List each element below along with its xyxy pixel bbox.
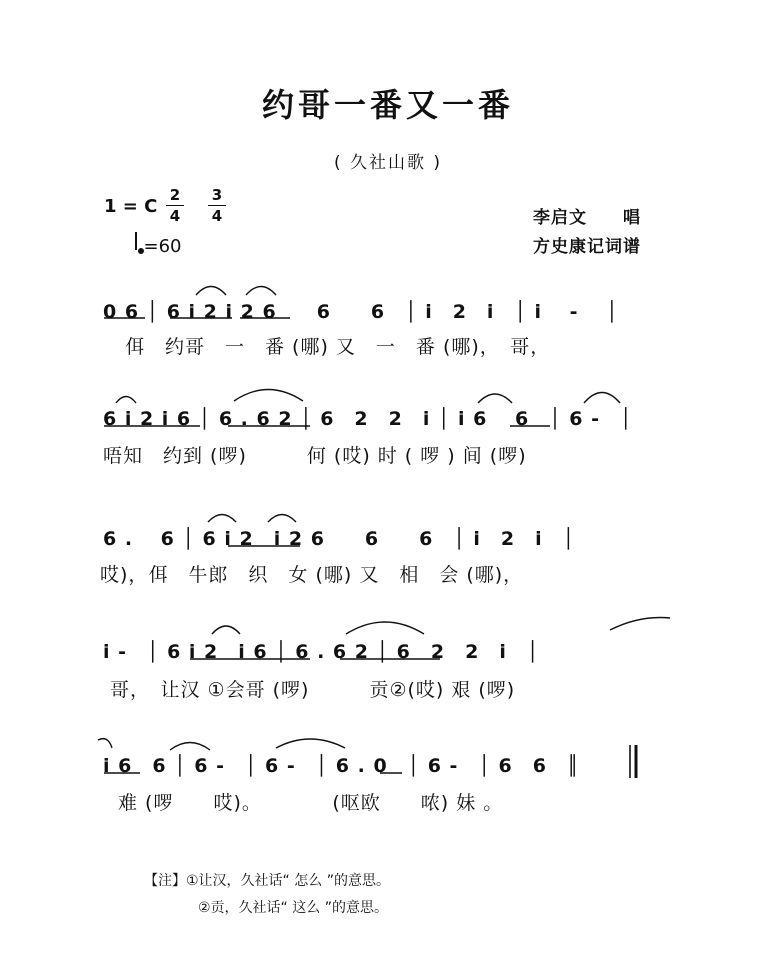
score-line-2-lyrics: 唔知 约到 (啰) 何 (哎) 时 ( 啰 ) 间 (啰) [103, 445, 527, 467]
slur-arc [610, 618, 670, 631]
slur-arc [212, 626, 240, 634]
tempo-marking: =60 [136, 234, 182, 257]
recorder-credit: 方史康记词谱 [533, 237, 641, 257]
slur-arc [268, 515, 296, 523]
footnote-2: ②贡，久社话“ 这么 ”的意思。 [198, 900, 388, 916]
subtitle: ( 久社山歌 ) [333, 153, 443, 173]
slur-arc [276, 739, 345, 748]
score-line-1-notes: 0 6 │ 6 i 2 i 2 6 6 6 │ i 2 i │ i - │ [103, 301, 619, 323]
score-line-3-lyrics: 哎)，佴 牛郎 织 女 (哪) 又 相 会 (哪)， [100, 564, 524, 586]
time-signature-2-4: 2 4 [166, 186, 184, 225]
slur-arc [208, 515, 236, 523]
slur-arc [98, 739, 112, 748]
time-signature-3-4: 3 4 [208, 186, 226, 225]
footnote-1: 【注】①让汉，久社话“ 怎么 ”的意思。 [144, 873, 390, 889]
slur-arc [584, 393, 620, 404]
slur-arc [116, 397, 136, 404]
score-line-4-notes: i - │ 6 i 2 i 6 │ 6 . 6 2 │ 6 2 2 i │ [103, 641, 540, 663]
slur-arc [246, 287, 276, 296]
score-line-2-notes: 6 i 2 i 6 │ 6 . 6 2 │ 6 2 2 i │ i 6 6 │ 6 - │ [103, 408, 633, 430]
score-line-4-lyrics: 哥， 让汉 ①会哥 (啰) 贡②(哎) 艰 (啰) [110, 679, 516, 701]
page-title: 约哥一番又一番 [261, 86, 514, 124]
slur-arc [346, 622, 424, 634]
singer-credit: 李启文 唱 [533, 208, 641, 228]
slur-arc [170, 743, 210, 751]
key-signature: 1 = C [104, 196, 158, 217]
score-line-5-lyrics: 难 (啰 哎)。 (呕欧 哝) 妹 。 [118, 792, 504, 814]
score-line-3-notes: 6 . 6 │ 6 i 2 i 2 6 6 6 │ i 2 i │ [103, 528, 576, 550]
score-line-1-lyrics: 佴 约哥 一 番 (哪) 又 一 番 (哪)， 哥， [125, 336, 551, 358]
slur-arc [234, 390, 303, 402]
slur-arc [478, 394, 512, 403]
score-line-5-notes: i 6 6 │ 6 - │ 6 - │ 6 . 0 │ 6 - │ 6 6 ║ [103, 755, 580, 777]
slur-arc [196, 287, 226, 296]
